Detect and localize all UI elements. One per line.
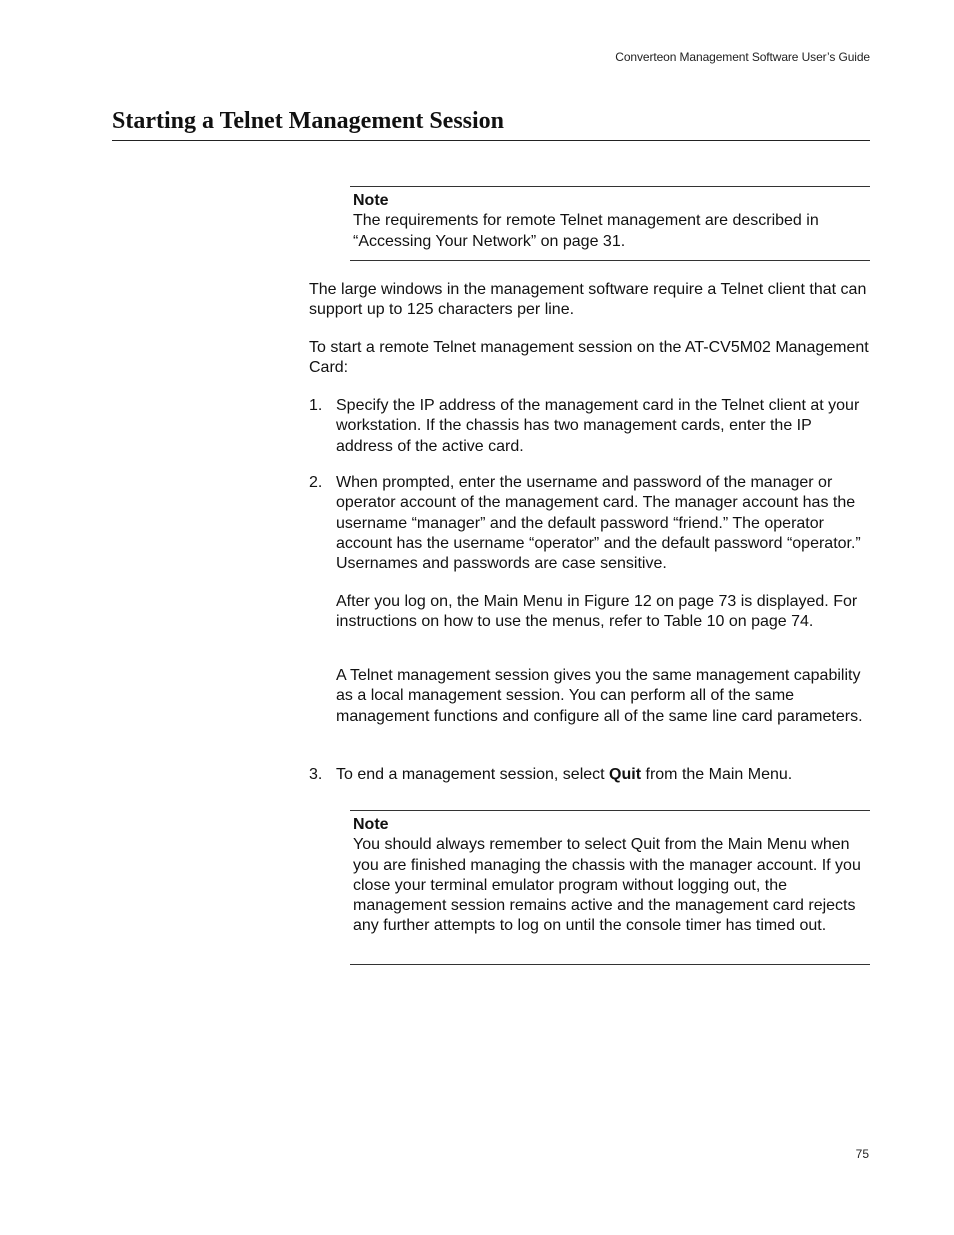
- note-label: Note: [353, 816, 389, 833]
- title-rule: [112, 140, 870, 141]
- paragraph-start-session: To start a remote Telnet management session on the AT-CV5M02 Management Card:: [309, 339, 869, 377]
- page-number: 75: [855, 1147, 869, 1161]
- step-2-after-logon: After you log on, the Main Menu in Figure 12 on page 73 is displayed. For instructions on how to use the menus, refer to Table 10 on page 74.: [336, 593, 858, 631]
- running-header: Converteon Management Software User’s Guide: [615, 50, 870, 64]
- note-box-quit: [350, 810, 870, 965]
- quit-command: Quit: [609, 766, 642, 783]
- step-number: 2.: [309, 474, 323, 491]
- step-2-session-capability: A Telnet management session gives you the same management capability as a local management session. You can perform all of the same management functions and configure all of the same line card parameters.: [336, 667, 863, 725]
- note-body: You should always remember to select Quit from the Main Menu when you are finished managing the chassis with the manager account. If you close your terminal emulator program without logging out, the management session remains active and the management card rejects any further attempts to log on until the console timer has timed out.: [353, 836, 861, 935]
- paragraph-telnet-client: The large windows in the management software require a Telnet client that can support up to 125 characters per line.: [309, 281, 867, 319]
- step-number: 1.: [309, 397, 323, 414]
- step-text-before: To end a management session, select: [336, 766, 610, 783]
- note-body: The requirements for remote Telnet management are described in “Accessing Your Network” on page 31.: [353, 212, 819, 250]
- note-box-requirements: [350, 186, 870, 261]
- step-text-after: from the Main Menu.: [641, 766, 793, 783]
- section-title: Starting a Telnet Management Session: [112, 108, 505, 134]
- step-text: [336, 765, 871, 785]
- step-text: When prompted, enter the username and password of the manager or operator account of the management card. The manager account has the username “manager” and the default password “friend.” The operator account has the username “operator” and the default password “operator.” Usernames and passwords are case sensitive.: [336, 474, 861, 573]
- step-number: 3.: [309, 766, 323, 783]
- note-label: Note: [353, 192, 389, 209]
- step-text: Specify the IP address of the management card in the Telnet client at your workstation. If the chassis has two management cards, enter the IP address of the active card.: [336, 397, 860, 455]
